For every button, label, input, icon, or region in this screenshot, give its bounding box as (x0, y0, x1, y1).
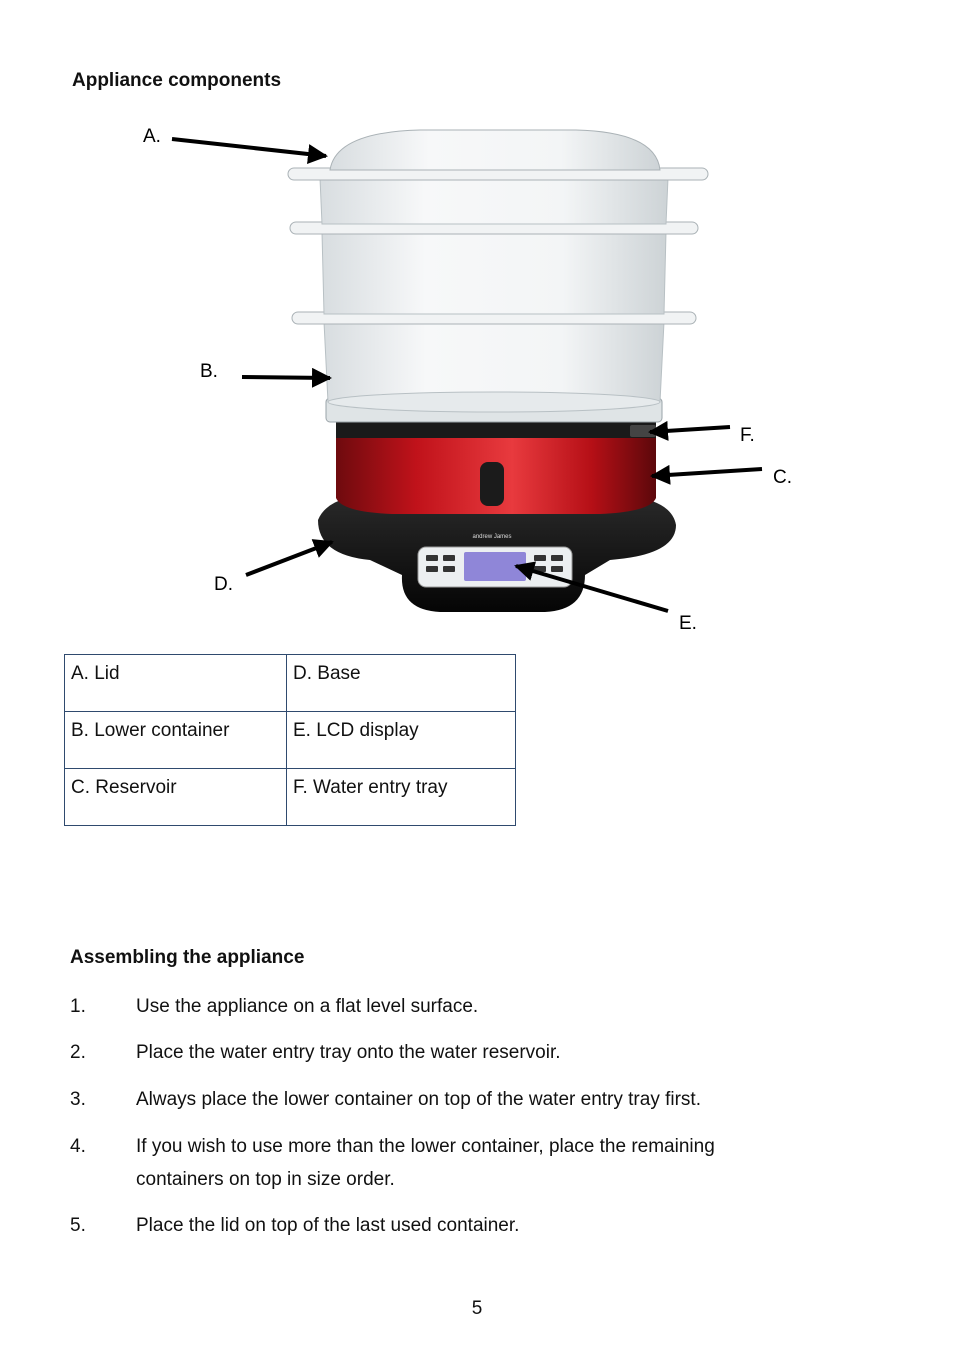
steamer-diagram (0, 0, 954, 640)
step-text: Always place the lower container on top of the water entry tray first. (136, 1089, 701, 1110)
arrow-a (172, 139, 326, 156)
step-text: Use the appliance on a flat level surface. (136, 996, 479, 1017)
step-text: If you wish to use more than the lower container, place the remaining containers on top in size order. (136, 1136, 715, 1190)
lid (330, 130, 660, 170)
callout-e: E. (679, 613, 697, 634)
step-number: 4. (70, 1136, 86, 1157)
callout-d: D. (214, 574, 233, 595)
section-heading-components: Appliance components (72, 70, 282, 91)
table-row (65, 655, 516, 712)
callout-f: F. (740, 425, 755, 446)
step-number: 1. (70, 996, 86, 1017)
arrow-f (650, 427, 730, 432)
arrow-b (242, 377, 330, 378)
step-text: Place the water entry tray onto the water reservoir. (136, 1042, 561, 1063)
table-row (65, 712, 516, 769)
reservoir (336, 420, 656, 514)
arrow-d (246, 542, 332, 575)
table-row (65, 769, 516, 826)
table-cell: B. Lower container (65, 712, 287, 769)
water-level-window (480, 462, 504, 506)
callout-c: C. (773, 467, 792, 488)
callout-a: A. (143, 126, 161, 147)
table-cell: E. LCD display (287, 712, 516, 769)
callout-b: B. (200, 361, 218, 382)
containers (288, 168, 708, 412)
table-cell: A. Lid (65, 655, 287, 712)
arrow-c (652, 469, 762, 476)
brand-logo: andrew James (472, 534, 512, 540)
table-cell: F. Water entry tray (287, 769, 516, 826)
page-number: 5 (471, 1298, 483, 1319)
parts-table (64, 654, 516, 826)
step-number: 5. (70, 1215, 86, 1236)
section-heading-assembling: Assembling the appliance (70, 947, 305, 968)
step-text: Place the lid on top of the last used container. (136, 1215, 520, 1236)
control-panel (418, 547, 572, 587)
step-number: 3. (70, 1089, 86, 1110)
step-number: 2. (70, 1042, 86, 1063)
table-cell: C. Reservoir (65, 769, 287, 826)
table-cell: D. Base (287, 655, 516, 712)
